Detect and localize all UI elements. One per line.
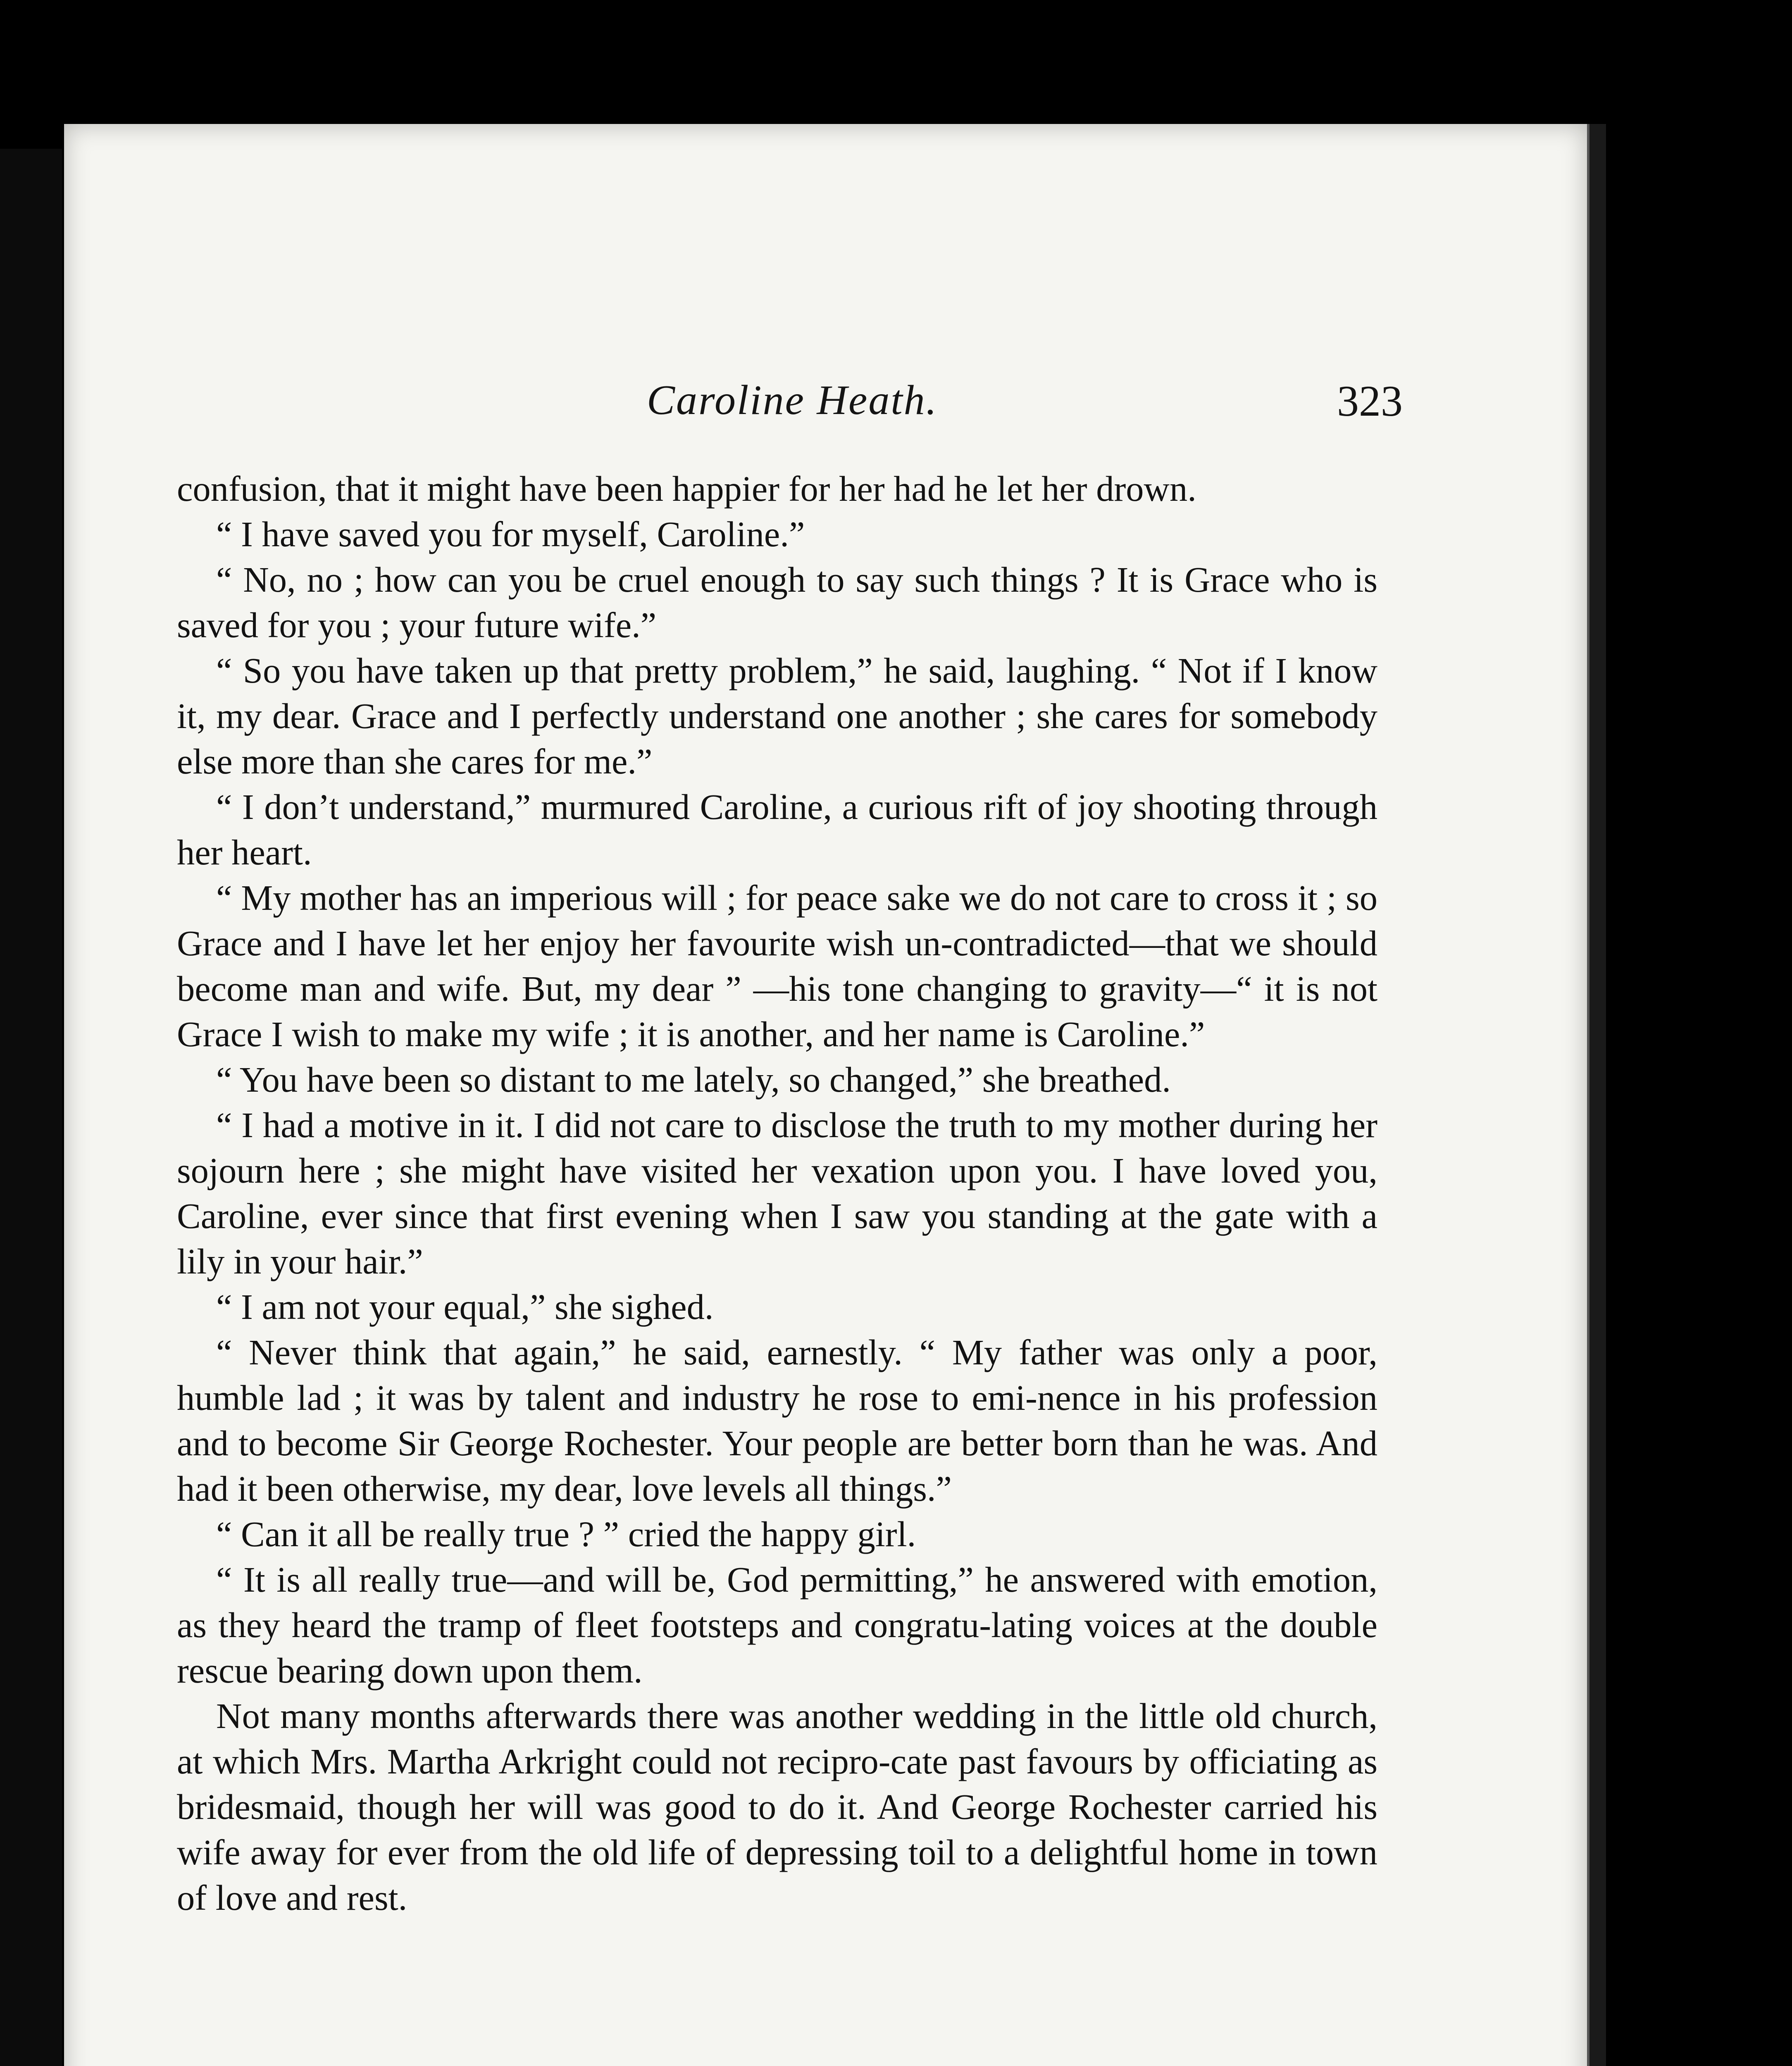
facing-page-edge xyxy=(0,149,62,2066)
paragraph: “ I had a motive in it. I did not care to disclose the truth to my mother during her sojourn here ; she might have visited her vexation upon you. I have loved you, Caroline, ever since that first evening when I saw you standing at the gate with a lily in your hair.” xyxy=(177,1105,1377,1281)
body-text xyxy=(177,466,1377,1921)
book-page xyxy=(64,124,1587,2066)
paragraph: “ You have been so distant to me lately, so changed,” she breathed. xyxy=(216,1060,1171,1100)
paragraph: “ I am not your equal,” she sighed. xyxy=(216,1287,714,1327)
page-header xyxy=(64,376,1587,425)
paragraph: Not many months afterwards there was another wedding in the little old church, at which Mrs. Martha Arkright could not recipro-cate past favours by officiating as bridesmaid, though her will was good to do it. And George Rochester carried his wife away for ever from the old life of depressing toil to a delightful home in town of love and rest. xyxy=(177,1696,1377,1918)
paragraph: “ It is all really true—and will be, God permitting,” he answered with emotion, as they heard the tramp of fleet footsteps and congratu-lating voices at the double rescue bearing down upon them. xyxy=(177,1560,1377,1690)
paragraph: “ Can it all be really true ? ” cried the happy girl. xyxy=(216,1514,916,1554)
paragraph: “ I don’t understand,” murmured Caroline, a curious rift of joy shooting through her heart. xyxy=(177,787,1377,872)
paragraph: “ No, no ; how can you be cruel enough to say such things ? It is Grace who is saved for you ; your future wife.” xyxy=(177,560,1377,645)
page-spine-edge xyxy=(1587,124,1606,2066)
paragraph: “ Never think that again,” he said, earnestly. “ My father was only a poor, humble lad ; it was by talent and industry he rose to emi-nence in his profession and to become Sir George Rochester. Your people are better born than he was. And had it been otherwise, my dear, love levels all things.” xyxy=(177,1333,1377,1509)
paragraph: “ So you have taken up that pretty problem,” he said, laughing. “ Not if I know it, my dear. Grace and I perfectly understand one another ; she cares for somebody else more than she cares for me.” xyxy=(177,651,1377,781)
paragraph: “ I have saved you for myself, Caroline.” xyxy=(216,514,805,554)
paragraph: confusion, that it might have been happier for her had he let her drown. xyxy=(177,469,1196,509)
page-number: 323 xyxy=(1337,377,1403,425)
paragraph: “ My mother has an imperious will ; for peace sake we do not care to cross it ; so Grace and I have let her enjoy her favourite wish un-contradicted—that we should become man and wife. But, my dear ” —his tone changing to gravity—“ it is not Grace I wish to make my wife ; it is another, and her name is Caroline.” xyxy=(177,878,1377,1054)
running-title: Caroline Heath. xyxy=(647,377,938,424)
